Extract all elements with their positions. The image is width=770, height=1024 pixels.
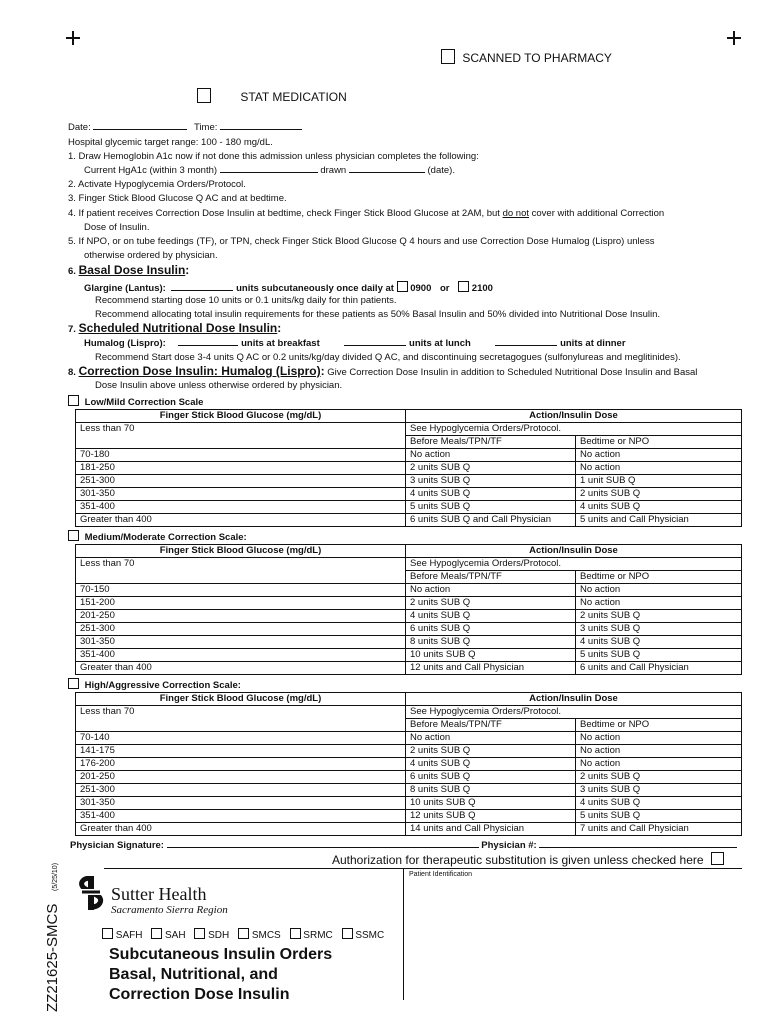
table-row xyxy=(76,436,742,449)
range-cell: 251-300 xyxy=(76,784,406,797)
table-row xyxy=(76,662,742,675)
breakfast-units-field[interactable] xyxy=(178,345,238,346)
table-row xyxy=(76,449,742,462)
breakfast-label: units at breakfast xyxy=(241,338,320,349)
bed-cell: 7 units and Call Physician xyxy=(576,823,742,836)
bed-cell: 4 units SUB Q xyxy=(576,797,742,810)
table-row xyxy=(76,797,742,810)
medium-scale-title: Medium/Moderate Correction Scale: xyxy=(84,532,247,543)
table-row xyxy=(76,514,742,527)
range-cell: Greater than 400 xyxy=(76,662,406,675)
meals-cell: No action xyxy=(406,732,576,745)
time-label: Time: xyxy=(194,122,218,133)
blank-cell xyxy=(76,571,406,584)
bed-cell: 3 units SUB Q xyxy=(576,623,742,636)
meals-cell: 2 units SUB Q xyxy=(406,745,576,758)
facility-label: SAH xyxy=(165,930,186,941)
humalog-row xyxy=(84,338,626,349)
nutritional-note: Recommend Start dose 3-4 units Q AC or 0.2 units/kg/day divided Q AC, and discontinuing secretagogues (sulfonylureas and meglitinides). xyxy=(95,352,681,363)
range-cell: 301-350 xyxy=(76,488,406,501)
scanned-checkbox[interactable] xyxy=(441,49,455,64)
stat-label: STAT MEDICATION xyxy=(240,90,347,104)
physician-number-field[interactable] xyxy=(539,847,737,848)
facility-row xyxy=(102,928,384,941)
meals-cell: 4 units SUB Q xyxy=(406,488,576,501)
date-suffix: (date). xyxy=(427,165,455,176)
form-title-1: Subcutaneous Insulin Orders xyxy=(109,946,333,963)
date-label: Date: xyxy=(68,122,91,133)
range-cell: 181-250 xyxy=(76,462,406,475)
action-column-header: Action/Insulin Dose xyxy=(406,410,742,423)
basal-title: Basal Dose Insulin xyxy=(78,263,186,277)
bed-cell: 4 units SUB Q xyxy=(576,501,742,514)
meals-cell: 2 units SUB Q xyxy=(406,462,576,475)
low-scale-table xyxy=(75,409,742,527)
high-scale-table xyxy=(75,692,742,836)
item-5: 5. If NPO, or on tube feedings (TF), or TPN, check Finger Stick Blood Glucose Q 4 hours and use Correction Dose Humalog (Lispro) unless xyxy=(68,236,655,247)
bed-cell: 5 units SUB Q xyxy=(576,649,742,662)
table-row xyxy=(76,423,742,436)
table-row xyxy=(76,758,742,771)
sub-header-meals: Before Meals/TPN/TF xyxy=(406,436,576,449)
meals-cell: 5 units SUB Q xyxy=(406,501,576,514)
table-row xyxy=(76,488,742,501)
correction-note-cont: Dose Insulin above unless otherwise ordered by physician. xyxy=(95,380,343,391)
item-2: 2. Activate Hypoglycemia Orders/Protocol. xyxy=(68,179,246,190)
hypo-cell: See Hypoglycemia Orders/Protocol. xyxy=(406,423,742,436)
facility-label: SAFH xyxy=(115,930,143,941)
bed-cell: No action xyxy=(576,449,742,462)
org-region: Sacramento Sierra Region xyxy=(111,904,228,916)
glycemic-range: Hospital glycemic target range: 100 - 180 mg/dL. xyxy=(68,137,273,148)
meals-cell: 12 units SUB Q xyxy=(406,810,576,823)
drawn-label: drawn xyxy=(320,165,347,176)
bed-cell: 2 units SUB Q xyxy=(576,488,742,501)
item-5-cont: otherwise ordered by physician. xyxy=(84,250,218,261)
dinner-units-field[interactable] xyxy=(495,345,557,346)
substitution-checkbox[interactable] xyxy=(711,852,724,865)
range-cell: 301-350 xyxy=(76,797,406,810)
high-scale-heading xyxy=(68,678,241,691)
table-row xyxy=(76,649,742,662)
time-2100-checkbox[interactable] xyxy=(458,281,469,292)
correction-colon: : xyxy=(320,364,325,378)
range-cell: 301-350 xyxy=(76,636,406,649)
range-cell: 70-180 xyxy=(76,449,406,462)
low-scale-checkbox[interactable] xyxy=(68,395,79,406)
medium-scale-heading xyxy=(68,530,247,543)
table-row xyxy=(76,636,742,649)
bed-cell: 6 units and Call Physician xyxy=(576,662,742,675)
range-cell: 251-300 xyxy=(76,623,406,636)
high-scale-checkbox[interactable] xyxy=(68,678,79,689)
table-row xyxy=(76,558,742,571)
blank-cell xyxy=(76,719,406,732)
range-cell: 351-400 xyxy=(76,649,406,662)
table-header-row xyxy=(76,410,742,423)
table-row xyxy=(76,719,742,732)
date-time-row xyxy=(68,122,302,133)
range-cell: 201-250 xyxy=(76,771,406,784)
org-name: Sutter Health xyxy=(111,884,207,904)
nutritional-number: 7. xyxy=(68,324,76,335)
correction-heading xyxy=(68,364,697,378)
nutritional-heading xyxy=(68,321,281,335)
bed-cell: No action xyxy=(576,462,742,475)
item-1-current xyxy=(84,165,455,176)
table-row xyxy=(76,462,742,475)
meals-cell: 4 units SUB Q xyxy=(406,758,576,771)
sub-header-bed: Bedtime or NPO xyxy=(576,571,742,584)
drawn-date-field[interactable] xyxy=(349,172,425,173)
basal-note-2: Recommend allocating total insulin requirements for these patients as 50% Basal Insulin and 50% divided into Nutritional Dose Insulin. xyxy=(95,309,661,320)
physician-signature-label: Physician Signature: xyxy=(70,840,164,851)
glargine-label: Glargine (Lantus): xyxy=(84,283,166,294)
meals-cell: 8 units SUB Q xyxy=(406,784,576,797)
bed-cell: 5 units and Call Physician xyxy=(576,514,742,527)
patient-id-divider xyxy=(403,868,404,1000)
bed-cell: 3 units SUB Q xyxy=(576,784,742,797)
table-header-row xyxy=(76,545,742,558)
meals-cell: No action xyxy=(406,449,576,462)
glargine-units-text: units subcutaneously once daily at xyxy=(236,283,394,294)
table-header-row xyxy=(76,693,742,706)
bed-cell: 1 unit SUB Q xyxy=(576,475,742,488)
range-cell: Greater than 400 xyxy=(76,823,406,836)
table-row xyxy=(76,745,742,758)
bed-cell: No action xyxy=(576,758,742,771)
bed-cell: No action xyxy=(576,732,742,745)
item-4-text-end: cover with additional Correction xyxy=(531,208,665,219)
meals-cell: 8 units SUB Q xyxy=(406,636,576,649)
crop-mark-icon xyxy=(727,31,741,45)
physician-signature-field[interactable] xyxy=(167,847,479,848)
nutritional-title: Scheduled Nutritional Dose Insulin xyxy=(78,321,278,335)
basal-note-1: Recommend starting dose 10 units or 0.1 units/kg daily for thin patients. xyxy=(95,295,397,306)
meals-cell: 3 units SUB Q xyxy=(406,475,576,488)
range-cell: 141-175 xyxy=(76,745,406,758)
physician-number-label: Physician #: xyxy=(481,840,537,851)
form-code xyxy=(44,863,61,1012)
item-4-text: 4. If patient receives Correction Dose Insulin at bedtime, check Finger Stick Blood Glucose at 2AM, but xyxy=(68,208,500,219)
meals-cell: 10 units SUB Q xyxy=(406,797,576,810)
facility-checkbox[interactable] xyxy=(151,928,162,939)
range-cell: 176-200 xyxy=(76,758,406,771)
facility-checkbox[interactable] xyxy=(342,928,353,939)
time-field[interactable] xyxy=(220,129,302,130)
correction-title: Correction Dose Insulin: Humalog (Lispro) xyxy=(78,364,321,378)
date-field[interactable] xyxy=(93,129,187,130)
facility-checkbox[interactable] xyxy=(194,928,205,939)
facility-checkbox[interactable] xyxy=(102,928,113,939)
bed-cell: No action xyxy=(576,584,742,597)
table-row xyxy=(76,501,742,514)
bed-cell: 2 units SUB Q xyxy=(576,610,742,623)
lunch-units-field[interactable] xyxy=(344,345,406,346)
facility-label: SRMC xyxy=(303,930,333,941)
meals-cell: 4 units SUB Q xyxy=(406,610,576,623)
patient-identification-label: Patient Identification xyxy=(409,871,473,878)
low-scale-heading xyxy=(68,395,203,408)
meals-cell: 10 units SUB Q xyxy=(406,649,576,662)
correction-number: 8. xyxy=(68,367,76,378)
glucose-column-header: Finger Stick Blood Glucose (mg/dL) xyxy=(76,410,406,423)
glargine-units-field[interactable] xyxy=(171,290,233,291)
facility-checkbox[interactable] xyxy=(238,928,249,939)
form-title-3: Correction Dose Insulin xyxy=(109,986,290,1003)
item-4-cont: Dose of Insulin. xyxy=(84,222,150,233)
scanned-label: SCANNED TO PHARMACY xyxy=(462,51,612,65)
physician-signature-row xyxy=(70,840,737,851)
table-row xyxy=(76,732,742,745)
time-0900-checkbox[interactable] xyxy=(397,281,408,292)
glargine-row xyxy=(84,281,493,294)
less-than-cell: Less than 70 xyxy=(76,706,406,719)
action-column-header: Action/Insulin Dose xyxy=(406,545,742,558)
stat-checkbox[interactable] xyxy=(197,88,211,103)
bed-cell: No action xyxy=(576,597,742,610)
humalog-label: Humalog (Lispro): xyxy=(84,338,166,349)
medium-scale-table xyxy=(75,544,742,675)
meals-cell: 14 units and Call Physician xyxy=(406,823,576,836)
correction-note: Give Correction Dose Insulin in addition to Scheduled Nutritional Dose Insulin and Basal xyxy=(327,367,698,378)
bed-cell: No action xyxy=(576,745,742,758)
crop-mark-icon xyxy=(66,31,80,45)
facility-checkbox[interactable] xyxy=(290,928,301,939)
table-row xyxy=(76,784,742,797)
table-row xyxy=(76,706,742,719)
table-row xyxy=(76,623,742,636)
item-1: 1. Draw Hemoglobin A1c now if not done this admission unless physician completes the following: xyxy=(68,151,479,162)
footer-top-rule xyxy=(104,868,742,869)
high-scale-title: High/Aggressive Correction Scale: xyxy=(84,680,241,691)
time-0900-label: 0900 xyxy=(410,283,432,294)
meals-cell: 6 units SUB Q xyxy=(406,623,576,636)
basal-colon: : xyxy=(185,263,190,277)
item-4-emphasis: do not xyxy=(502,208,529,219)
meals-cell: 12 units and Call Physician xyxy=(406,662,576,675)
form-date: (5/25/10) xyxy=(52,862,59,891)
hga1c-value-field[interactable] xyxy=(220,172,318,173)
form-title-2: Basal, Nutritional, and xyxy=(109,966,278,983)
table-row xyxy=(76,771,742,784)
range-cell: 70-150 xyxy=(76,584,406,597)
glucose-column-header: Finger Stick Blood Glucose (mg/dL) xyxy=(76,693,406,706)
basal-heading xyxy=(68,263,189,277)
stat-medication xyxy=(197,88,347,104)
bed-cell: 4 units SUB Q xyxy=(576,636,742,649)
blank-cell xyxy=(76,436,406,449)
range-cell: 251-300 xyxy=(76,475,406,488)
table-row xyxy=(76,475,742,488)
hypo-cell: See Hypoglycemia Orders/Protocol. xyxy=(406,706,742,719)
item-3: 3. Finger Stick Blood Glucose Q AC and at bedtime. xyxy=(68,193,287,204)
scanned-to-pharmacy xyxy=(441,49,612,65)
dinner-label: units at dinner xyxy=(560,338,626,349)
facility-label: SDH xyxy=(208,930,230,941)
table-row xyxy=(76,823,742,836)
table-row xyxy=(76,597,742,610)
table-row xyxy=(76,810,742,823)
lunch-label: units at lunch xyxy=(409,338,471,349)
or-label: or xyxy=(440,283,450,294)
medium-scale-checkbox[interactable] xyxy=(68,530,79,541)
meals-cell: No action xyxy=(406,584,576,597)
table-row xyxy=(76,610,742,623)
sutter-health-logo-icon xyxy=(76,876,106,910)
range-cell: 151-200 xyxy=(76,597,406,610)
table-row xyxy=(76,571,742,584)
time-2100-label: 2100 xyxy=(471,283,493,294)
sub-header-bed: Bedtime or NPO xyxy=(576,719,742,732)
bed-cell: 5 units SUB Q xyxy=(576,810,742,823)
form-code-text: ZZ21625-SMCS xyxy=(44,903,61,1012)
item-4 xyxy=(68,208,664,219)
range-cell: 351-400 xyxy=(76,810,406,823)
meals-cell: 6 units SUB Q and Call Physician xyxy=(406,514,576,527)
glucose-column-header: Finger Stick Blood Glucose (mg/dL) xyxy=(76,545,406,558)
action-column-header: Action/Insulin Dose xyxy=(406,693,742,706)
range-cell: Greater than 400 xyxy=(76,514,406,527)
meals-cell: 2 units SUB Q xyxy=(406,597,576,610)
authorization-row xyxy=(332,852,724,867)
sub-header-bed: Bedtime or NPO xyxy=(576,436,742,449)
facility-label: SSMC xyxy=(355,930,385,941)
authorization-text: Authorization for therapeutic substitution is given unless checked here xyxy=(332,853,704,867)
meals-cell: 6 units SUB Q xyxy=(406,771,576,784)
less-than-cell: Less than 70 xyxy=(76,558,406,571)
table-row xyxy=(76,584,742,597)
range-cell: 201-250 xyxy=(76,610,406,623)
nutritional-colon: : xyxy=(277,321,282,335)
sub-header-meals: Before Meals/TPN/TF xyxy=(406,719,576,732)
range-cell: 351-400 xyxy=(76,501,406,514)
range-cell: 70-140 xyxy=(76,732,406,745)
facility-label: SMCS xyxy=(251,930,281,941)
current-hga1c-label: Current HgA1c (within 3 month) xyxy=(84,165,218,176)
less-than-cell: Less than 70 xyxy=(76,423,406,436)
hypo-cell: See Hypoglycemia Orders/Protocol. xyxy=(406,558,742,571)
bed-cell: 2 units SUB Q xyxy=(576,771,742,784)
sub-header-meals: Before Meals/TPN/TF xyxy=(406,571,576,584)
basal-number: 6. xyxy=(68,266,76,277)
low-scale-title: Low/Mild Correction Scale xyxy=(84,397,204,408)
